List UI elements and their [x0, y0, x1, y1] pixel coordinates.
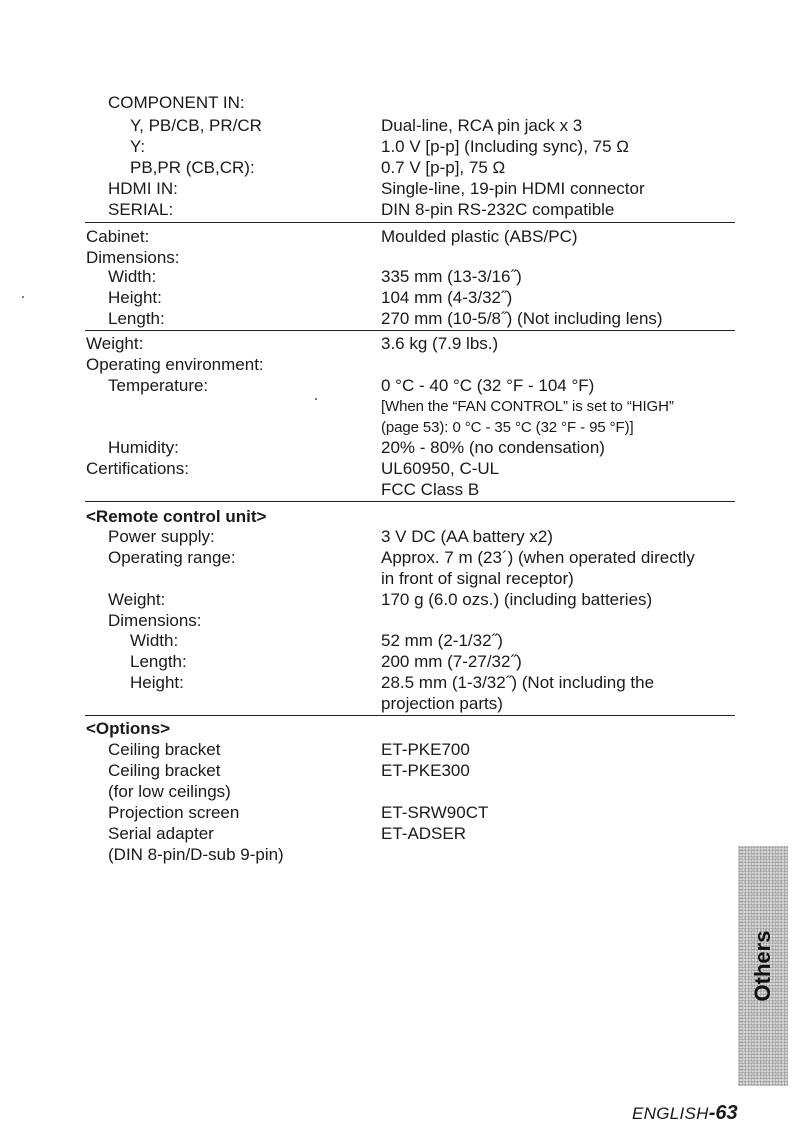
section-side-tab — [738, 846, 788, 1086]
spec-row-certifications — [0, 458, 792, 479]
spec-label: Length: — [108, 309, 165, 328]
spec-label: Width: — [130, 631, 179, 650]
spec-row-cabinet — [0, 226, 792, 247]
spec-value: FCC Class B — [381, 480, 480, 499]
footer-language: ENGLISH — [632, 1104, 709, 1123]
spec-row-remote-height — [0, 672, 792, 693]
page-footer — [632, 1098, 738, 1128]
spec-value: 0.7 V [p-p], 75 Ω — [381, 158, 506, 177]
spec-row-pb-pr — [0, 157, 792, 178]
spec-value: DIN 8-pin RS-232C compatible — [381, 200, 615, 219]
footer-separator: - — [708, 1102, 716, 1124]
spec-value: 20% - 80% (no condensation) — [381, 438, 605, 457]
spec-row-width — [0, 266, 792, 287]
spec-row-operating-environment — [0, 354, 792, 375]
section-heading-remote — [0, 506, 792, 527]
spec-label: Weight: — [86, 334, 144, 353]
spec-row-remote-width — [0, 630, 792, 651]
spec-value: 104 mm (4-3/32˝) — [381, 288, 513, 307]
spec-value: Approx. 7 m (23´) (when operated directly — [381, 548, 695, 567]
option-row-serial-adapter — [0, 823, 792, 844]
spec-label: Operating range: — [108, 548, 236, 567]
spec-label: SERIAL: — [108, 200, 174, 219]
spec-row-humidity — [0, 437, 792, 458]
spec-value: Single-line, 19-pin HDMI connector — [381, 179, 645, 198]
scan-speck — [22, 296, 24, 298]
spec-label: Humidity: — [108, 438, 179, 457]
spec-value: projection parts) — [381, 694, 503, 713]
spec-row-dimensions — [0, 247, 792, 268]
section-heading-options — [0, 718, 792, 739]
spec-row-hdmi-in — [0, 178, 792, 199]
scan-speck — [315, 398, 317, 400]
spec-label: Y: — [130, 137, 146, 156]
spec-label: Height: — [108, 288, 162, 307]
spec-row-remote-height-2 — [0, 693, 792, 714]
option-label: Serial adapter — [108, 824, 214, 843]
option-part-number: ET-ADSER — [381, 824, 467, 843]
option-label: Projection screen — [108, 803, 240, 822]
spec-row-temperature-note-2 — [0, 417, 792, 438]
spec-row-power-supply — [0, 526, 792, 547]
spec-row-certifications-2 — [0, 479, 792, 500]
spec-row-operating-range-2 — [0, 568, 792, 589]
option-part-number: ET-SRW90CT — [381, 803, 489, 822]
option-row-projection-screen — [0, 802, 792, 823]
spec-label: Cabinet: — [86, 227, 150, 246]
page-number: 63 — [715, 1102, 738, 1124]
spec-label: Power supply: — [108, 527, 215, 546]
spec-label: Operating environment: — [86, 355, 264, 374]
spec-label: Temperature: — [108, 376, 209, 395]
spec-row-remote-dimensions — [0, 610, 792, 631]
spec-row-remote-weight — [0, 589, 792, 610]
spec-row-y-pb-pr — [0, 115, 792, 136]
spec-row-height — [0, 287, 792, 308]
spec-label: Length: — [130, 652, 187, 671]
spec-row-remote-length — [0, 651, 792, 672]
spec-label: Weight: — [108, 590, 166, 609]
option-row-ceiling-bracket — [0, 739, 792, 760]
spec-row-temperature-note-1 — [0, 396, 792, 417]
spec-row-operating-range — [0, 547, 792, 568]
spec-label: Certifications: — [86, 459, 189, 478]
spec-row-y — [0, 136, 792, 157]
spec-value: 3.6 kg (7.9 lbs.) — [381, 334, 499, 353]
option-label: (for low ceilings) — [108, 782, 231, 801]
spec-value: Moulded plastic (ABS/PC) — [381, 227, 578, 246]
spec-note: (page 53): 0 °C - 35 °C (32 °F - 95 °F)] — [381, 419, 634, 436]
spec-value: 3 V DC (AA battery x2) — [381, 527, 553, 546]
option-label: Ceiling bracket — [108, 740, 221, 759]
section-divider — [85, 715, 735, 716]
spec-value: Dual-line, RCA pin jack x 3 — [381, 116, 583, 135]
option-part-number: ET-PKE700 — [381, 740, 470, 759]
spec-row-component-in — [0, 92, 792, 113]
section-divider — [85, 330, 735, 331]
spec-value: 0 °C - 40 °C (32 °F - 104 °F) — [381, 376, 595, 395]
spec-value: 52 mm (2-1/32˝) — [381, 631, 503, 650]
spec-label: Dimensions: — [108, 611, 202, 630]
spec-row-weight — [0, 333, 792, 354]
option-row-ceiling-bracket-low-2 — [0, 781, 792, 802]
spec-value: 335 mm (13-3/16˝) — [381, 267, 522, 286]
spec-label: COMPONENT IN: — [108, 93, 245, 112]
spec-value: 270 mm (10-5/8˝) (Not including lens) — [381, 309, 663, 328]
spec-label: Height: — [130, 673, 184, 692]
option-label: Ceiling bracket — [108, 761, 221, 780]
section-heading: <Options> — [86, 719, 171, 738]
spec-row-serial — [0, 199, 792, 220]
spec-value: 170 g (6.0 ozs.) (including batteries) — [381, 590, 653, 609]
spec-value: 28.5 mm (1-3/32˝) (Not including the — [381, 673, 655, 692]
spec-label: HDMI IN: — [108, 179, 178, 198]
spec-note: [When the “FAN CONTROL” is set to “HIGH” — [381, 398, 674, 415]
option-label: (DIN 8-pin/D-sub 9-pin) — [108, 845, 284, 864]
spec-label: Y, PB/CB, PR/CR — [130, 116, 262, 135]
spec-value: 200 mm (7-27/32˝) — [381, 652, 522, 671]
option-row-ceiling-bracket-low — [0, 760, 792, 781]
option-part-number: ET-PKE300 — [381, 761, 470, 780]
spec-label: Dimensions: — [86, 248, 180, 267]
spec-value: 1.0 V [p-p] (Including sync), 75 Ω — [381, 137, 629, 156]
spec-value: in front of signal receptor) — [381, 569, 574, 588]
spec-row-length — [0, 308, 792, 329]
section-divider — [85, 222, 735, 223]
spec-label: Width: — [108, 267, 157, 286]
spec-value: UL60950, C-UL — [381, 459, 500, 478]
spec-label: PB,PR (CB,CR): — [130, 158, 255, 177]
spec-row-temperature — [0, 375, 792, 396]
section-heading: <Remote control unit> — [86, 507, 267, 526]
section-divider — [85, 501, 735, 502]
side-tab-label: Others — [750, 930, 775, 1002]
option-row-serial-adapter-2 — [0, 844, 792, 865]
